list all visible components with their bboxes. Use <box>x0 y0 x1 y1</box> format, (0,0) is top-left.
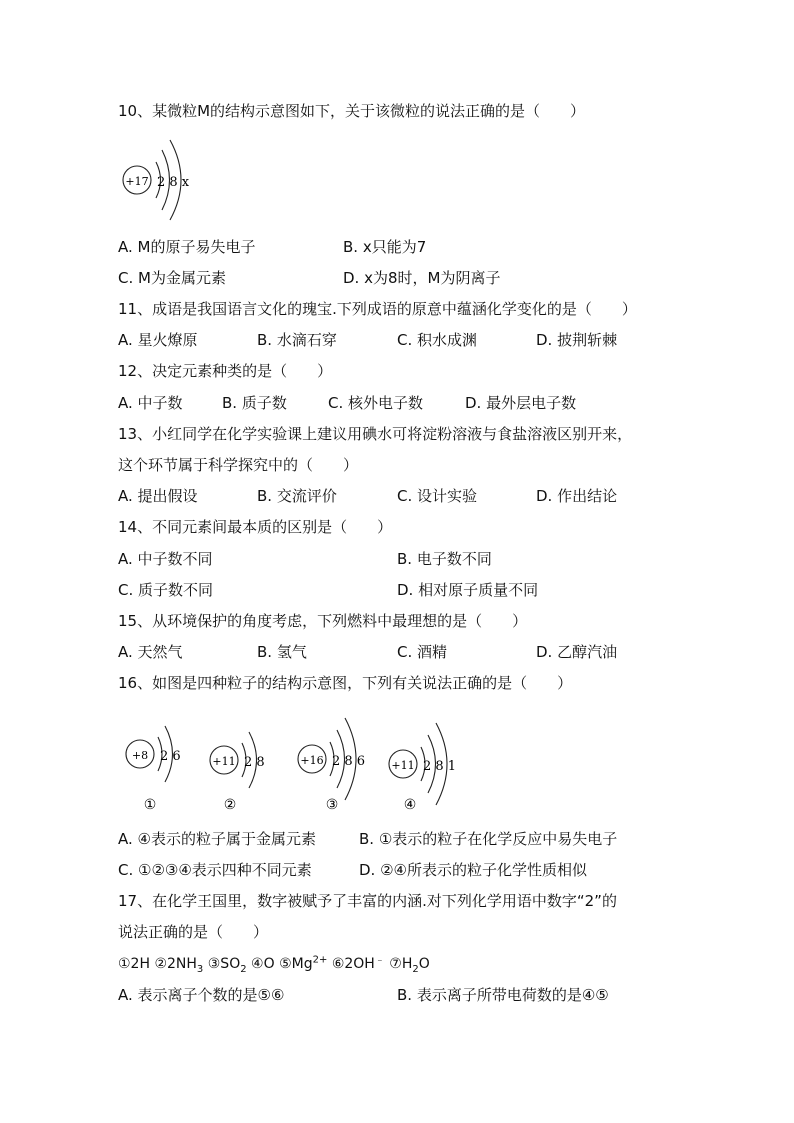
particle-3-shells: 2 8 6 <box>332 754 366 769</box>
q15-option-a[interactable]: A. 天然气 <box>118 643 183 661</box>
particle-1 <box>126 726 181 813</box>
particle-2-label: ② <box>223 797 237 813</box>
particle-2 <box>210 732 265 813</box>
nucleus-charge: +17 <box>125 175 149 188</box>
q10-option-c[interactable]: C. M为金属元素 <box>118 269 226 287</box>
q10-atom-diagram <box>112 128 212 228</box>
particle-3-label: ③ <box>325 797 339 813</box>
particle-3-charge: +16 <box>300 754 324 767</box>
q16-particle-diagrams <box>110 706 490 818</box>
q12-stem: 12、决定元素种类的是（ ） <box>118 362 333 380</box>
q11-option-b[interactable]: B. 水滴石穿 <box>257 331 337 349</box>
q13-option-b[interactable]: B. 交流评价 <box>257 487 337 505</box>
q14-option-b[interactable]: B. 电子数不同 <box>397 550 492 568</box>
particle-1-label: ① <box>143 797 157 813</box>
q17-stem-line2: 说法正确的是（ ） <box>118 923 269 941</box>
q17-option-b[interactable]: B. 表示离子所带电荷数的是④⑤ <box>397 986 609 1004</box>
particle-2-shells: 2 8 <box>244 755 265 770</box>
q13-option-a[interactable]: A. 提出假设 <box>118 487 198 505</box>
q15-stem: 15、从环境保护的角度考虑，下列燃料中最理想的是（ ） <box>118 612 528 630</box>
formula-1: ①2H <box>118 956 150 972</box>
q15-option-d[interactable]: D. 乙醇汽油 <box>536 643 618 661</box>
q10-option-a[interactable]: A. M的原子易失电子 <box>118 238 256 256</box>
q14-stem: 14、不同元素间最本质的区别是（ ） <box>118 518 393 536</box>
q16-option-d[interactable]: D. ②④所表示的粒子化学性质相似 <box>359 861 587 879</box>
particle-4-shells: 2 8 1 <box>423 759 457 774</box>
q11-option-c[interactable]: C. 积水成渊 <box>397 331 478 349</box>
q14-option-c[interactable]: C. 质子数不同 <box>118 581 214 599</box>
q17-stem-line1: 17、在化学王国里，数字被赋予了丰富的内涵.对下列化学用语中数字“2”的 <box>118 892 617 910</box>
q14-option-d[interactable]: D. 相对原子质量不同 <box>397 581 539 599</box>
q14-option-a[interactable]: A. 中子数不同 <box>118 550 213 568</box>
q11-stem: 11、成语是我国语言文化的瑰宝.下列成语的原意中蕴涵化学变化的是（ ） <box>118 300 637 318</box>
q11-option-d[interactable]: D. 披荆斩棘 <box>536 331 618 349</box>
particle-4 <box>389 723 456 813</box>
formula-5: $⑤Mg^{2+}$ <box>279 954 328 972</box>
q10-option-d[interactable]: D. x为8时，M为阴离子 <box>343 269 501 287</box>
q16-stem: 16、如图是四种粒子的结构示意图，下列有关说法正确的是（ ） <box>118 674 573 692</box>
shell-electron-counts: 2 8 x <box>157 175 190 190</box>
q12-option-c[interactable]: C. 核外电子数 <box>328 394 424 412</box>
q17-option-a[interactable]: A. 表示离子个数的是⑤⑥ <box>118 986 285 1004</box>
q16-option-b[interactable]: B. ①表示的粒子在化学反应中易失电子 <box>359 830 618 848</box>
formula-2: $②2NH_3$ <box>154 956 204 975</box>
particle-1-charge: +8 <box>131 749 149 762</box>
particle-4-charge: +11 <box>391 759 415 772</box>
q12-option-d[interactable]: D. 最外层电子数 <box>465 394 577 412</box>
q11-option-a[interactable]: A. 星火燎原 <box>118 331 198 349</box>
q13-option-c[interactable]: C. 设计实验 <box>397 487 478 505</box>
particle-1-shells: 2 6 <box>160 749 181 764</box>
formula-4: ④O <box>251 956 275 972</box>
formula-7: $⑦H_2O$ <box>389 956 430 975</box>
particle-2-charge: +11 <box>212 755 236 768</box>
q12-option-a[interactable]: A. 中子数 <box>118 394 183 412</box>
q10-stem: 10、某微粒M的结构示意图如下，关于该微粒的说法正确的是（ ） <box>118 102 586 120</box>
q12-option-b[interactable]: B. 质子数 <box>222 394 287 412</box>
formula-6: ⑥2OH﹣ <box>331 954 385 972</box>
q16-option-c[interactable]: C. ①②③④表示四种不同元素 <box>118 861 312 879</box>
q16-option-a[interactable]: A. ④表示的粒子属于金属元素 <box>118 830 316 848</box>
q10-option-b[interactable]: B. x只能为7 <box>343 238 427 256</box>
formula-3: $③SO_2$ <box>207 956 247 975</box>
q13-option-d[interactable]: D. 作出结论 <box>536 487 618 505</box>
q13-stem-line2: 这个环节属于科学探究中的（ ） <box>118 456 359 474</box>
q17-formula-list <box>118 954 430 974</box>
particle-4-label: ④ <box>403 797 417 813</box>
q13-stem-line1: 13、小红同学在化学实验课上建议用碘水可将淀粉溶液与食盐溶液区别开来， <box>118 425 633 443</box>
particle-3 <box>298 718 365 813</box>
q15-option-b[interactable]: B. 氢气 <box>257 643 307 661</box>
q15-option-c[interactable]: C. 酒精 <box>397 643 448 661</box>
